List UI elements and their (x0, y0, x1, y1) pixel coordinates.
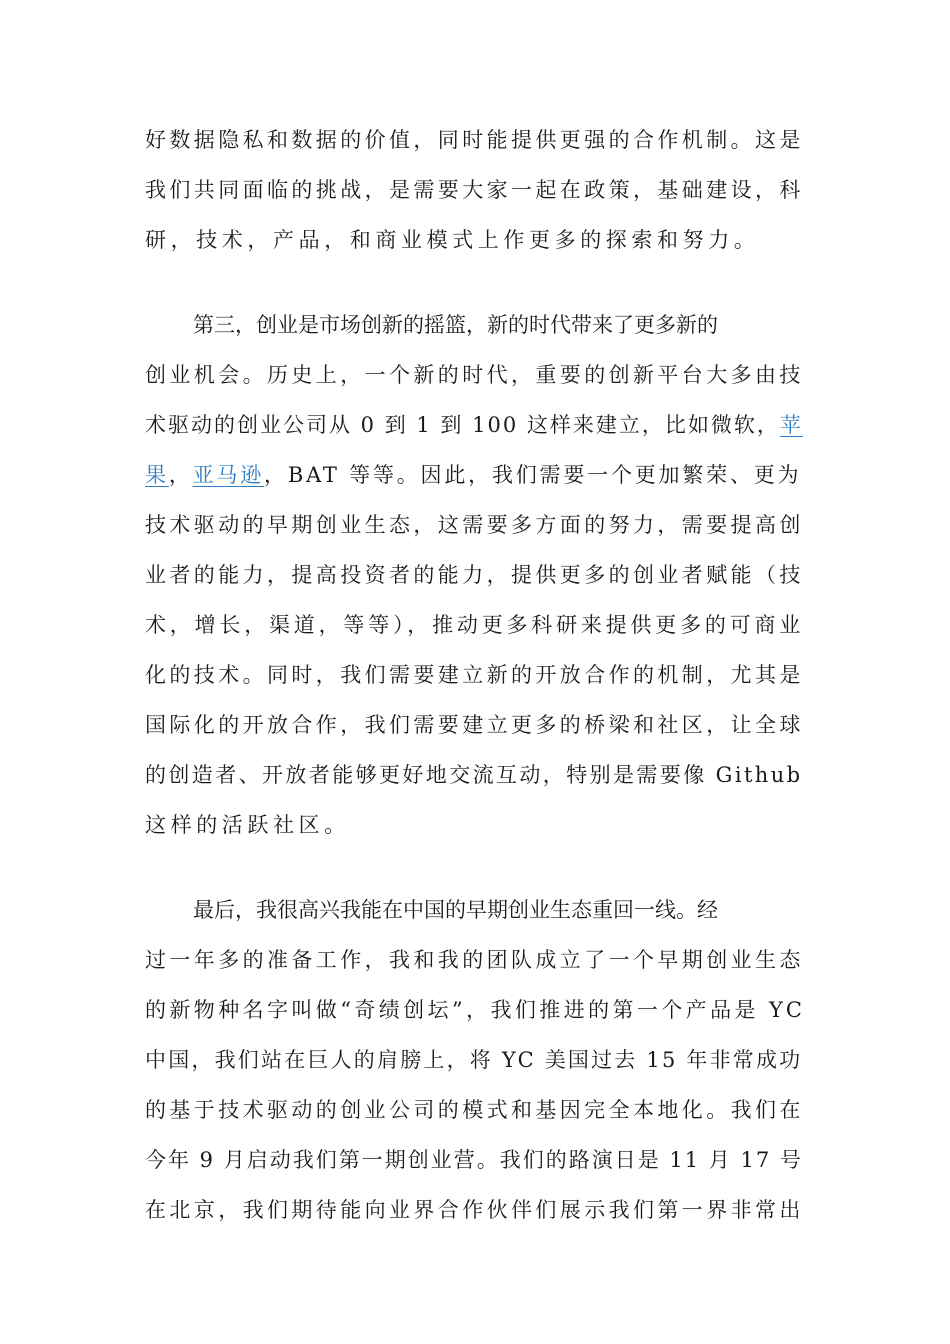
paragraph-2-line-4-text: ，BAT 等等。因此，我们需要一个更加繁荣、更为 (264, 463, 802, 487)
paragraph-2-line-10: 的创造者、开放者能够更好地交流互动，特别是需要像 Github (145, 763, 803, 787)
amazon-link[interactable]: 亚马逊 (192, 463, 265, 487)
paragraph-2-line-6: 业者的能力，提高投资者的能力，提供更多的创业者赋能（技 (145, 563, 804, 587)
paragraph-2-line-4 (145, 458, 805, 492)
paragraph-2-line-3-text: 术驱动的创业公司从 0 到 1 到 100 这样来建立，比如微软， (145, 413, 780, 437)
paragraph-2-line-7: 术，增长，渠道，等等），推动更多科研来提供更多的可商业 (145, 613, 805, 637)
paragraph-2-line-11: 这样的活跃社区。 (145, 813, 350, 837)
paragraph-3-line-6: 今年 9 月启动我们第一期创业营。我们的路演日是 11 月 17 号 (145, 1148, 803, 1172)
paragraph-3-line-5: 的基于技术驱动的创业公司的模式和基因完全本地化。我们在 (145, 1098, 804, 1122)
paragraph-2-line-2: 创业机会。历史上，一个新的时代，重要的创新平台大多由技 (145, 363, 804, 387)
paragraph-2-line-8: 化的技术。同时，我们需要建立新的开放合作的机制，尤其是 (145, 663, 804, 687)
paragraph-3-line-4: 中国，我们站在巨人的肩膀上，将 YC 美国过去 15 年非常成功 (145, 1048, 803, 1072)
paragraph-2-line-5: 技术驱动的早期创业生态，这需要多方面的努力，需要提高创 (145, 513, 804, 537)
paragraph-2-line-4-separator: ， (168, 463, 193, 487)
paragraph-1-line-1: 好数据隐私和数据的价值，同时能提供更强的合作机制。这是 (145, 128, 804, 152)
paragraph-1-line-3: 研，技术，产品，和商业模式上作更多的探索和努力。 (145, 228, 760, 252)
paragraph-2-line-9: 国际化的开放合作，我们需要建立更多的桥梁和社区，让全球 (145, 713, 804, 737)
paragraph-3-line-7: 在北京，我们期待能向业界合作伙伴们展示我们第一界非常出 (145, 1198, 804, 1222)
paragraph-3-line-3: 的新物种名字叫做“奇绩创坛”，我们推进的第一个产品是 YC (145, 998, 806, 1022)
paragraph-2-line-1: 第三，创业是市场创新的摇篮，新的时代带来了更多新的 (193, 313, 718, 337)
apple-link-continued[interactable]: 果 (145, 463, 169, 487)
apple-link[interactable]: 苹 (779, 413, 803, 437)
paragraph-3-line-2: 过一年多的准备工作，我和我的团队成立了一个早期创业生态 (145, 948, 804, 972)
paragraph-1-line-2: 我们共同面临的挑战，是需要大家一起在政策，基础建设，科 (145, 178, 804, 202)
paragraph-3-line-1: 最后，我很高兴我能在中国的早期创业生态重回一线。经 (193, 898, 718, 922)
paragraph-2-line-3 (145, 408, 805, 442)
